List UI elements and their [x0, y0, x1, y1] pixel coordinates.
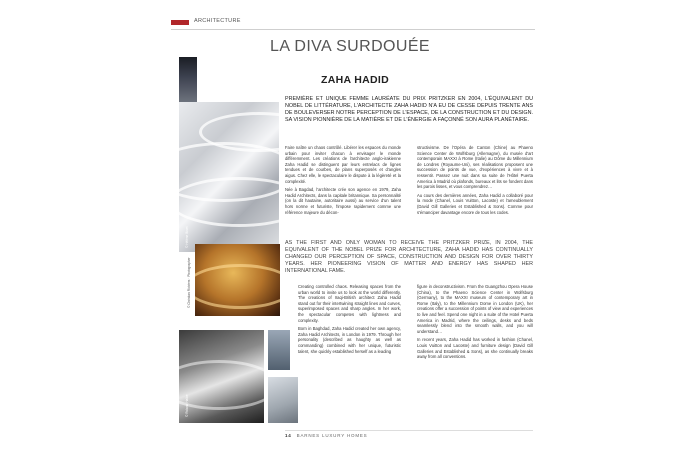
lead-paragraph-en: AS THE FIRST AND ONLY WOMAN TO RECEIVE THE PRITZKER PRIZE, IN 2004, THE EQUIVALENT OF THE NOBEL PRIZE FOR ARCHITECTURE, ZAHA HADID HAS CONTINUALLY CHANGED OUR PERCEPTION OF SPACE, CONSTRUCTION AND DESIGN FOR OVER THIRTY YEARS. HER PIONEERING VISION OF MATTER AND ENERGY HAS SHAPED HER INTERNATIONAL FAME.	[285, 240, 533, 275]
section-accent-bar	[171, 20, 189, 25]
text-column-en-1	[298, 284, 401, 357]
page-number: 14	[285, 433, 292, 438]
photo-credit: © Roland Halbe	[185, 394, 189, 417]
body-paragraph: Née à Bagdad, l'architecte crée son agence en 1979, Zaha Hadid Architects, dans la capitale britannique. Sa personnalité (on la dit hautaine, autoritaire aussi) au service d'un talent hors norme et futuriste, l'impose rapidement comme une référence majeure du décon-	[285, 187, 401, 215]
body-paragraph: Au cours des dernières années, Zaha Hadid a collaboré pour la mode (Chanel, Louis Vuitton, Lacoste) et l'ameublement (David Gill Galleries et Established & Sons). Comme pour s'émanciper davantage encore de tous les codes.	[417, 192, 533, 215]
magazine-page	[165, 12, 540, 448]
lead-paragraph-fr: PREMIÈRE ET UNIQUE FEMME LAURÉATE DU PRIX PRITZKER EN 2004, L'ÉQUIVALENT DU NOBEL DE LITTÉRATURE, L'ARCHITECTE ZAHA HADID N'A EU DE CESSE DEPUIS TRENTE ANS DE BOULEVERSER NOTRE PERCEPTION DE L'ESPACE, DE LA CONSTRUCTION ET DU DESIGN. SA VISION PIONNIÈRE DE LA MATIÈRE ET DE L'ÉNERGIE A FAÇONNÉ SON AURA PLANÉTAIRE.	[285, 96, 533, 124]
opera-hall-photo	[195, 244, 280, 316]
building-photo-small	[268, 330, 290, 370]
section-label: ARCHITECTURE	[194, 18, 241, 24]
publication-name: BARNES LUXURY HOMES	[296, 433, 368, 438]
text-column-fr-2	[417, 145, 533, 218]
photo-credit: © Christian Richters · Photographer	[187, 257, 191, 308]
building-exterior-photo	[268, 377, 298, 423]
body-paragraph: In recent years, Zaha Hadid has worked in fashion (Chanel, Louis Vuitton and Lacoste) and furniture design (David Gill Galleries and Established & Sons), as she continually breaks away from all conventions.	[417, 337, 533, 360]
body-paragraph: Born in Baghdad, Zaha Hadid created her own agency, Zaha Hadid Architects, in London in 1979. Through her personality (described as haughty as well as commanding) combined with her unique, futuristic talent, she quickly established herself as a leading	[298, 326, 401, 354]
body-paragraph: Creating controlled chaos. Releasing spaces from the urban world to invite us to look at the world differently. The creations of Iraqi-British architect Zaha Hadid stand out for their intertwining straight lines and curves, superimposed spaces and sharp angles. In her work, the spectacular competes with lightness and complexity.	[298, 284, 401, 323]
photo-credit: © Hélène Binet	[185, 226, 189, 248]
staircase-photo	[179, 330, 264, 423]
section-divider	[171, 29, 535, 30]
text-column-en-2	[417, 284, 533, 363]
page-footer	[285, 433, 367, 438]
interior-curves-photo	[179, 102, 279, 252]
building-photo-top	[179, 57, 197, 107]
body-paragraph: structivisme. De l'Opéra de Canton (Chine) au Phaeno Science Center de Wolfsburg (Allemagne), du musée d'art contemporain MAXXI à Rome (Italie) au Dôme du Millennium de Londres (Royaume-Uni), ses réalisations proposent une succession de points de vue, d'expériences à vivre et à ressentir. Passez une nuit dans sa suite de l'Hôtel Puerta America à Madrid où plafonds, bureaux et lits se fondent dans les parois lisses, et vous comprendrez…	[417, 145, 533, 190]
article-subtitle: ZAHA HADID	[321, 74, 389, 86]
footer-divider	[285, 430, 533, 431]
text-column-fr-1	[285, 145, 401, 218]
body-paragraph: figure in deconstructivism. From the Guangzhou Opera House (China), to the Phaeno Science Center in Wolfsburg (Germany), to the MAXXI museum of contemporary art in Rome (Italy), to the Millennium Dome in London (UK), her creations offer a succession of points of view and experiences to live and feel. Spend one night in a suite of the Hotel Puerta America in Madrid, where the ceilings, desks and beds seamlessly blend into the smooth walls, and you will understand…	[417, 284, 533, 334]
body-paragraph: Faire naître un chaos contrôlé. Libérer les espaces du monde urbain pour inviter chacun à envisager le monde différemment. Les créations de l'architecte anglo-irakienne Zaha Hadid se distinguent par leurs entrelacs de lignes tendues et de courbes, de plans superposés et d'angles aigus. Chez elle, le spectaculaire le dispute à la légèreté et la complexité.	[285, 145, 401, 184]
article-title: LA DIVA SURDOUÉE	[270, 38, 430, 55]
